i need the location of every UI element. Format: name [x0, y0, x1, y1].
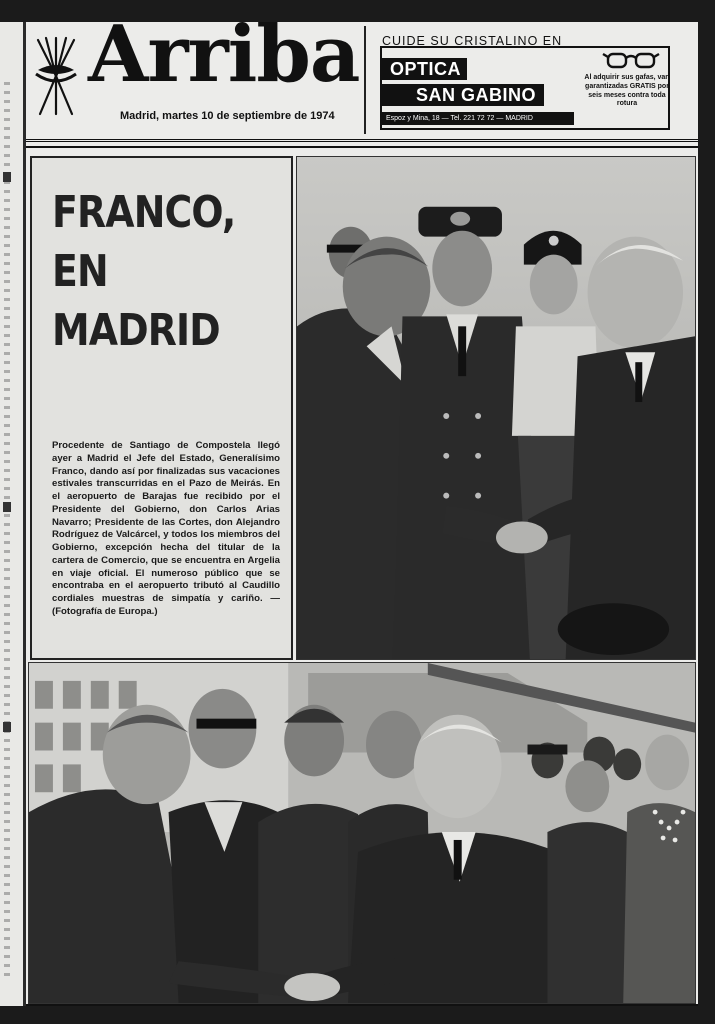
spine-mark	[3, 172, 11, 182]
spine-mark	[3, 502, 11, 512]
airport-handshake-photo	[296, 156, 696, 660]
yoke-and-arrows-emblem-icon	[32, 30, 80, 120]
spine-mark	[3, 722, 11, 732]
headline	[52, 184, 244, 361]
ad-address: Espoz y Mina, 18 — Tel. 221 72 72 — MADRID	[382, 112, 574, 125]
ad-guarantee-note: Al adquirir sus gafas, van garantizadas GRATIS por seis meses contra toda rotura	[584, 74, 670, 108]
newspaper-page	[26, 22, 698, 1006]
bottom-rule	[26, 1004, 698, 1006]
headline-line: EN	[52, 245, 108, 297]
article-body: Procedente de Santiago de Compostela llegó ayer a Madrid el Jefe del Estado, Generalísimo Franco, dando así por finalizadas sus vacaciones estivales transcurridas en el Pazo de Meirás. En el aeropuerto de Barajas fue recibido por el Presidente del Gobierno, don Carlos Arias Navarro; Presidente de las Cortes, don Alejandro Rodríguez de Valcárcel, y todos los miembros del Gobierno, excepción hecha del titular de la cartera de Comercio, que se encuentra en Argelia en viaje oficial. El numeroso público que se encontraba en el aeropuerto tributó al Caudillo cordiales muestras de simpatía y cariño. — (Fotografía de Europa.)	[52, 440, 280, 617]
optician-advertisement	[374, 26, 696, 138]
ad-tagline: CUIDE SU CRISTALINO EN	[382, 34, 563, 48]
masthead-divider	[364, 26, 366, 134]
reception-line-photo	[28, 662, 696, 1004]
masthead	[26, 22, 698, 142]
headline-line: MADRID	[52, 304, 220, 356]
eyeglasses-icon	[602, 48, 660, 74]
dateline: Madrid, martes 10 de septiembre de 1974	[120, 110, 335, 122]
ad-brand-line-2: SAN GABINO	[382, 84, 544, 106]
adjacent-page-text	[4, 82, 10, 982]
headline-line: FRANCO,	[52, 187, 236, 238]
newspaper-title: Arriba	[88, 22, 360, 100]
article-box	[30, 156, 293, 660]
ad-brand-line-1: OPTICA	[382, 58, 467, 80]
section-rule	[26, 146, 698, 148]
adjacent-page-strip	[0, 22, 26, 1006]
